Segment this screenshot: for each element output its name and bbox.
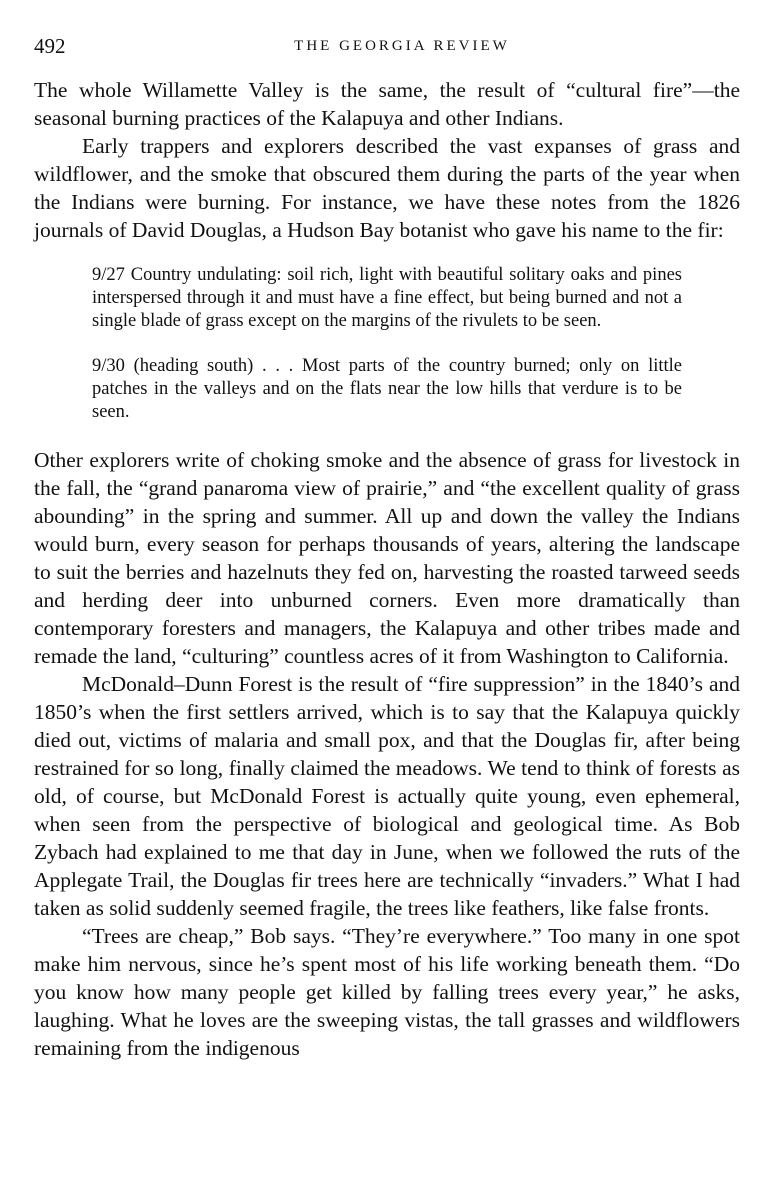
page-number: 492 (34, 34, 66, 58)
page (34, 34, 740, 1062)
block-quote (92, 264, 682, 424)
paragraph: Other explorers write of choking smoke and the absence of grass for livestock in the fall, the “grand panaroma view of prairie,” and “the excellent quality of grass abounding” in the spring and summer. All up and down the valley the Indians would burn, every season for perhaps thousands of years, altering the landscape to suit the berries and hazelnuts they fed on, harvesting the roasted tarweed seeds and herding deer into unburned corners. Even more dramatically than contemporary foresters and managers, the Kalapuya and other tribes made and remade the land, “culturing” countless acres of it from Washington to California. (34, 448, 740, 668)
running-head: THE GEORGIA REVIEW (294, 38, 510, 54)
body-text (34, 76, 740, 1062)
page-header (34, 34, 740, 64)
paragraph: The whole Willamette Valley is the same, the result of “cultural fire”—the seasonal burning practices of the Kalapuya and other Indians. (34, 78, 740, 130)
paragraph: McDonald–Dunn Forest is the result of “fire suppression” in the 1840’s and 1850’s when the first settlers arrived, which is to say that the Kalapuya quickly died out, victims of malaria and small pox, and that the Douglas fir, after being restrained for so long, finally claimed the meadows. We tend to think of forests as old, of course, but McDonald Forest is actually quite young, even ephemeral, when seen from the perspective of biological and geological time. As Bob Zybach had explained to me that day in June, when we followed the ruts of the Applegate Trail, the Douglas fir trees here are technically “invaders.” What I had taken as solid suddenly seemed fragile, the trees like feathers, like false fronts. (34, 672, 740, 920)
paragraph: Early trappers and explorers described the vast expanses of grass and wildflower, and the smoke that obscured them during the parts of the year when the Indians were burning. For instance, we have these notes from the 1826 journals of David Douglas, a Hudson Bay botanist who gave his name to the fir: (34, 134, 740, 242)
quote-entry: 9/27 Country undulating: soil rich, light with beautiful solitary oaks and pines interspersed through it and must have a fine effect, but being burned and not a single blade of grass except on the margins of the rivulets to be seen. (92, 265, 682, 331)
quote-entry: 9/30 (heading south) . . . Most parts of the country burned; only on little patches in the valleys and on the flats near the low hills that verdure is to be seen. (92, 356, 682, 422)
paragraph: “Trees are cheap,” Bob says. “They’re everywhere.” Too many in one spot make him nervous, since he’s spent most of his life working beneath them. “Do you know how many people get killed by falling trees every year,” he asks, laughing. What he loves are the sweeping vistas, the tall grasses and wildflowers remaining from the indigenous (34, 924, 740, 1060)
